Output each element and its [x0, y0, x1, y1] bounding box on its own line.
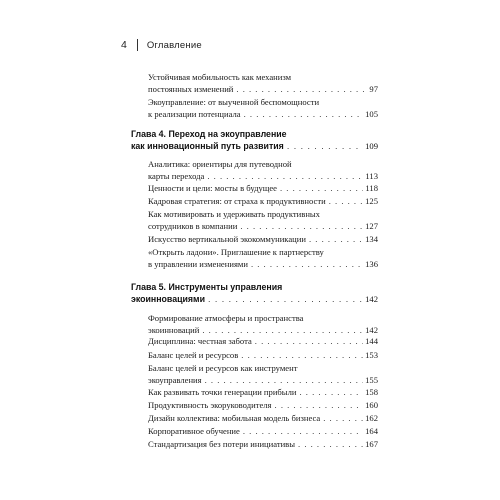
toc-page-number: 164	[365, 426, 378, 436]
toc-entry-title-cont: карты перехода	[148, 170, 205, 181]
toc-entry[interactable]	[131, 247, 378, 270]
toc-entry-title: Аналитика: ориентиры для путеводной	[148, 159, 292, 169]
toc-page-number: 134	[365, 234, 378, 244]
dot-leader	[244, 109, 363, 121]
toc-entry[interactable]	[131, 313, 378, 336]
page-number: 4	[121, 39, 127, 51]
toc-page-number: 153	[365, 350, 378, 360]
toc-entry[interactable]	[131, 400, 378, 412]
dot-leader	[208, 294, 363, 306]
toc-page-number: 125	[365, 196, 378, 206]
chapter-5-heading[interactable]	[131, 282, 378, 305]
toc-entry[interactable]	[131, 183, 378, 195]
toc-entry[interactable]	[131, 426, 378, 438]
toc-page-number: 167	[365, 439, 378, 449]
toc-page-number: 162	[365, 413, 378, 423]
toc-page-number: 144	[365, 336, 378, 346]
toc-entry[interactable]	[131, 336, 378, 348]
dot-leader	[240, 221, 363, 233]
toc-entry-title: Баланс целей и ресурсов	[148, 350, 239, 360]
dot-leader	[323, 413, 363, 425]
dot-leader	[241, 350, 363, 362]
toc-page-number: 158	[365, 387, 378, 397]
chapter-title-cont: как инновационный путь развития	[131, 140, 284, 151]
chapter-title: Глава 5. Инструменты управления	[131, 282, 283, 292]
toc-entry-title: Формирование атмосферы и пространства	[148, 313, 304, 323]
toc-entry-title-cont: в управлении изменениями	[148, 258, 248, 269]
toc-entry[interactable]	[131, 350, 378, 362]
toc-entry[interactable]	[131, 439, 378, 451]
toc-page-number: 113	[365, 170, 378, 181]
toc-entry[interactable]	[131, 97, 378, 120]
dot-leader	[329, 196, 363, 208]
toc-entry-title: Стандартизация без потери инициативы	[148, 439, 296, 449]
toc-page-number: 118	[365, 183, 378, 193]
toc-entry[interactable]	[131, 159, 378, 182]
toc-entry-title: Искусство вертикальной экокоммуникации	[148, 234, 306, 244]
header-title: Оглавление	[146, 39, 202, 51]
toc-entry-title-cont: сотрудников в компании	[148, 220, 238, 231]
toc-page-number: 127	[365, 220, 378, 231]
chapter-4-heading[interactable]	[131, 129, 378, 152]
dot-leader	[202, 325, 363, 337]
dot-leader	[309, 234, 363, 246]
toc-page-number: 142	[365, 324, 378, 335]
toc-entry-title: Корпоративное обучение	[148, 426, 240, 436]
dot-leader	[280, 183, 363, 195]
toc-page-number: 155	[365, 374, 378, 385]
toc-entry-title: Как мотивировать и удерживать продуктивных	[148, 209, 320, 219]
toc-entry[interactable]	[131, 234, 378, 246]
toc-entry-title-cont: постоянных изменений	[148, 83, 234, 94]
toc-entry-title: Дизайн коллектива: мобильная модель бизнеса	[148, 413, 321, 423]
chapter-page-number: 109	[365, 140, 378, 151]
toc-entry-title-cont: к реализации потенциала	[148, 108, 241, 119]
toc-entry-title: Дисциплина: честная забота	[148, 336, 252, 346]
toc-entry[interactable]	[131, 387, 378, 399]
header-divider	[137, 39, 138, 51]
toc-entry-title: Продуктивность экоруководителя	[148, 400, 272, 410]
dot-leader	[243, 426, 363, 438]
chapter-title: Глава 4. Переход на экоуправление	[131, 129, 287, 139]
toc-entry[interactable]	[131, 363, 378, 386]
dot-leader	[236, 84, 367, 96]
toc-entry[interactable]	[131, 413, 378, 425]
toc-page-number: 97	[369, 83, 378, 94]
dot-leader	[251, 259, 363, 271]
toc-entry[interactable]	[131, 196, 378, 208]
dot-leader	[207, 171, 363, 183]
toc-page-number: 136	[365, 258, 378, 269]
toc-entry[interactable]	[131, 209, 378, 232]
toc-entry-title: Кадровая стратегия: от страха к продуктивности	[148, 196, 326, 206]
toc-entry-title-cont: экоуправления	[148, 374, 202, 385]
toc-entry-title-cont: экоинноваций	[148, 324, 200, 335]
running-header	[121, 38, 202, 52]
chapter-title-cont: экоинновациями	[131, 293, 205, 304]
dot-leader	[287, 141, 363, 153]
toc-page-number: 160	[365, 400, 378, 410]
dot-leader	[299, 387, 363, 399]
toc-entry-title: Ценности и цели: мосты в будущее	[148, 183, 277, 193]
dot-leader	[205, 375, 364, 387]
toc-entry-title: Баланс целей и ресурсов как инструмент	[148, 363, 298, 373]
dot-leader	[255, 336, 363, 348]
chapter-page-number: 142	[365, 293, 378, 304]
toc-entry-title: Устойчивая мобильность как механизм	[148, 72, 292, 82]
dot-leader	[275, 400, 364, 412]
toc-entry-title: Экоуправление: от выученной беспомощности	[148, 97, 320, 107]
toc-page-number: 105	[365, 108, 378, 119]
toc-entry[interactable]	[131, 72, 378, 95]
toc-entry-title: «Открыть ладони». Приглашение к партнерству	[148, 247, 324, 257]
dot-leader	[298, 439, 363, 451]
toc-entry-title: Как развивать точки генерации прибыли	[148, 387, 297, 397]
